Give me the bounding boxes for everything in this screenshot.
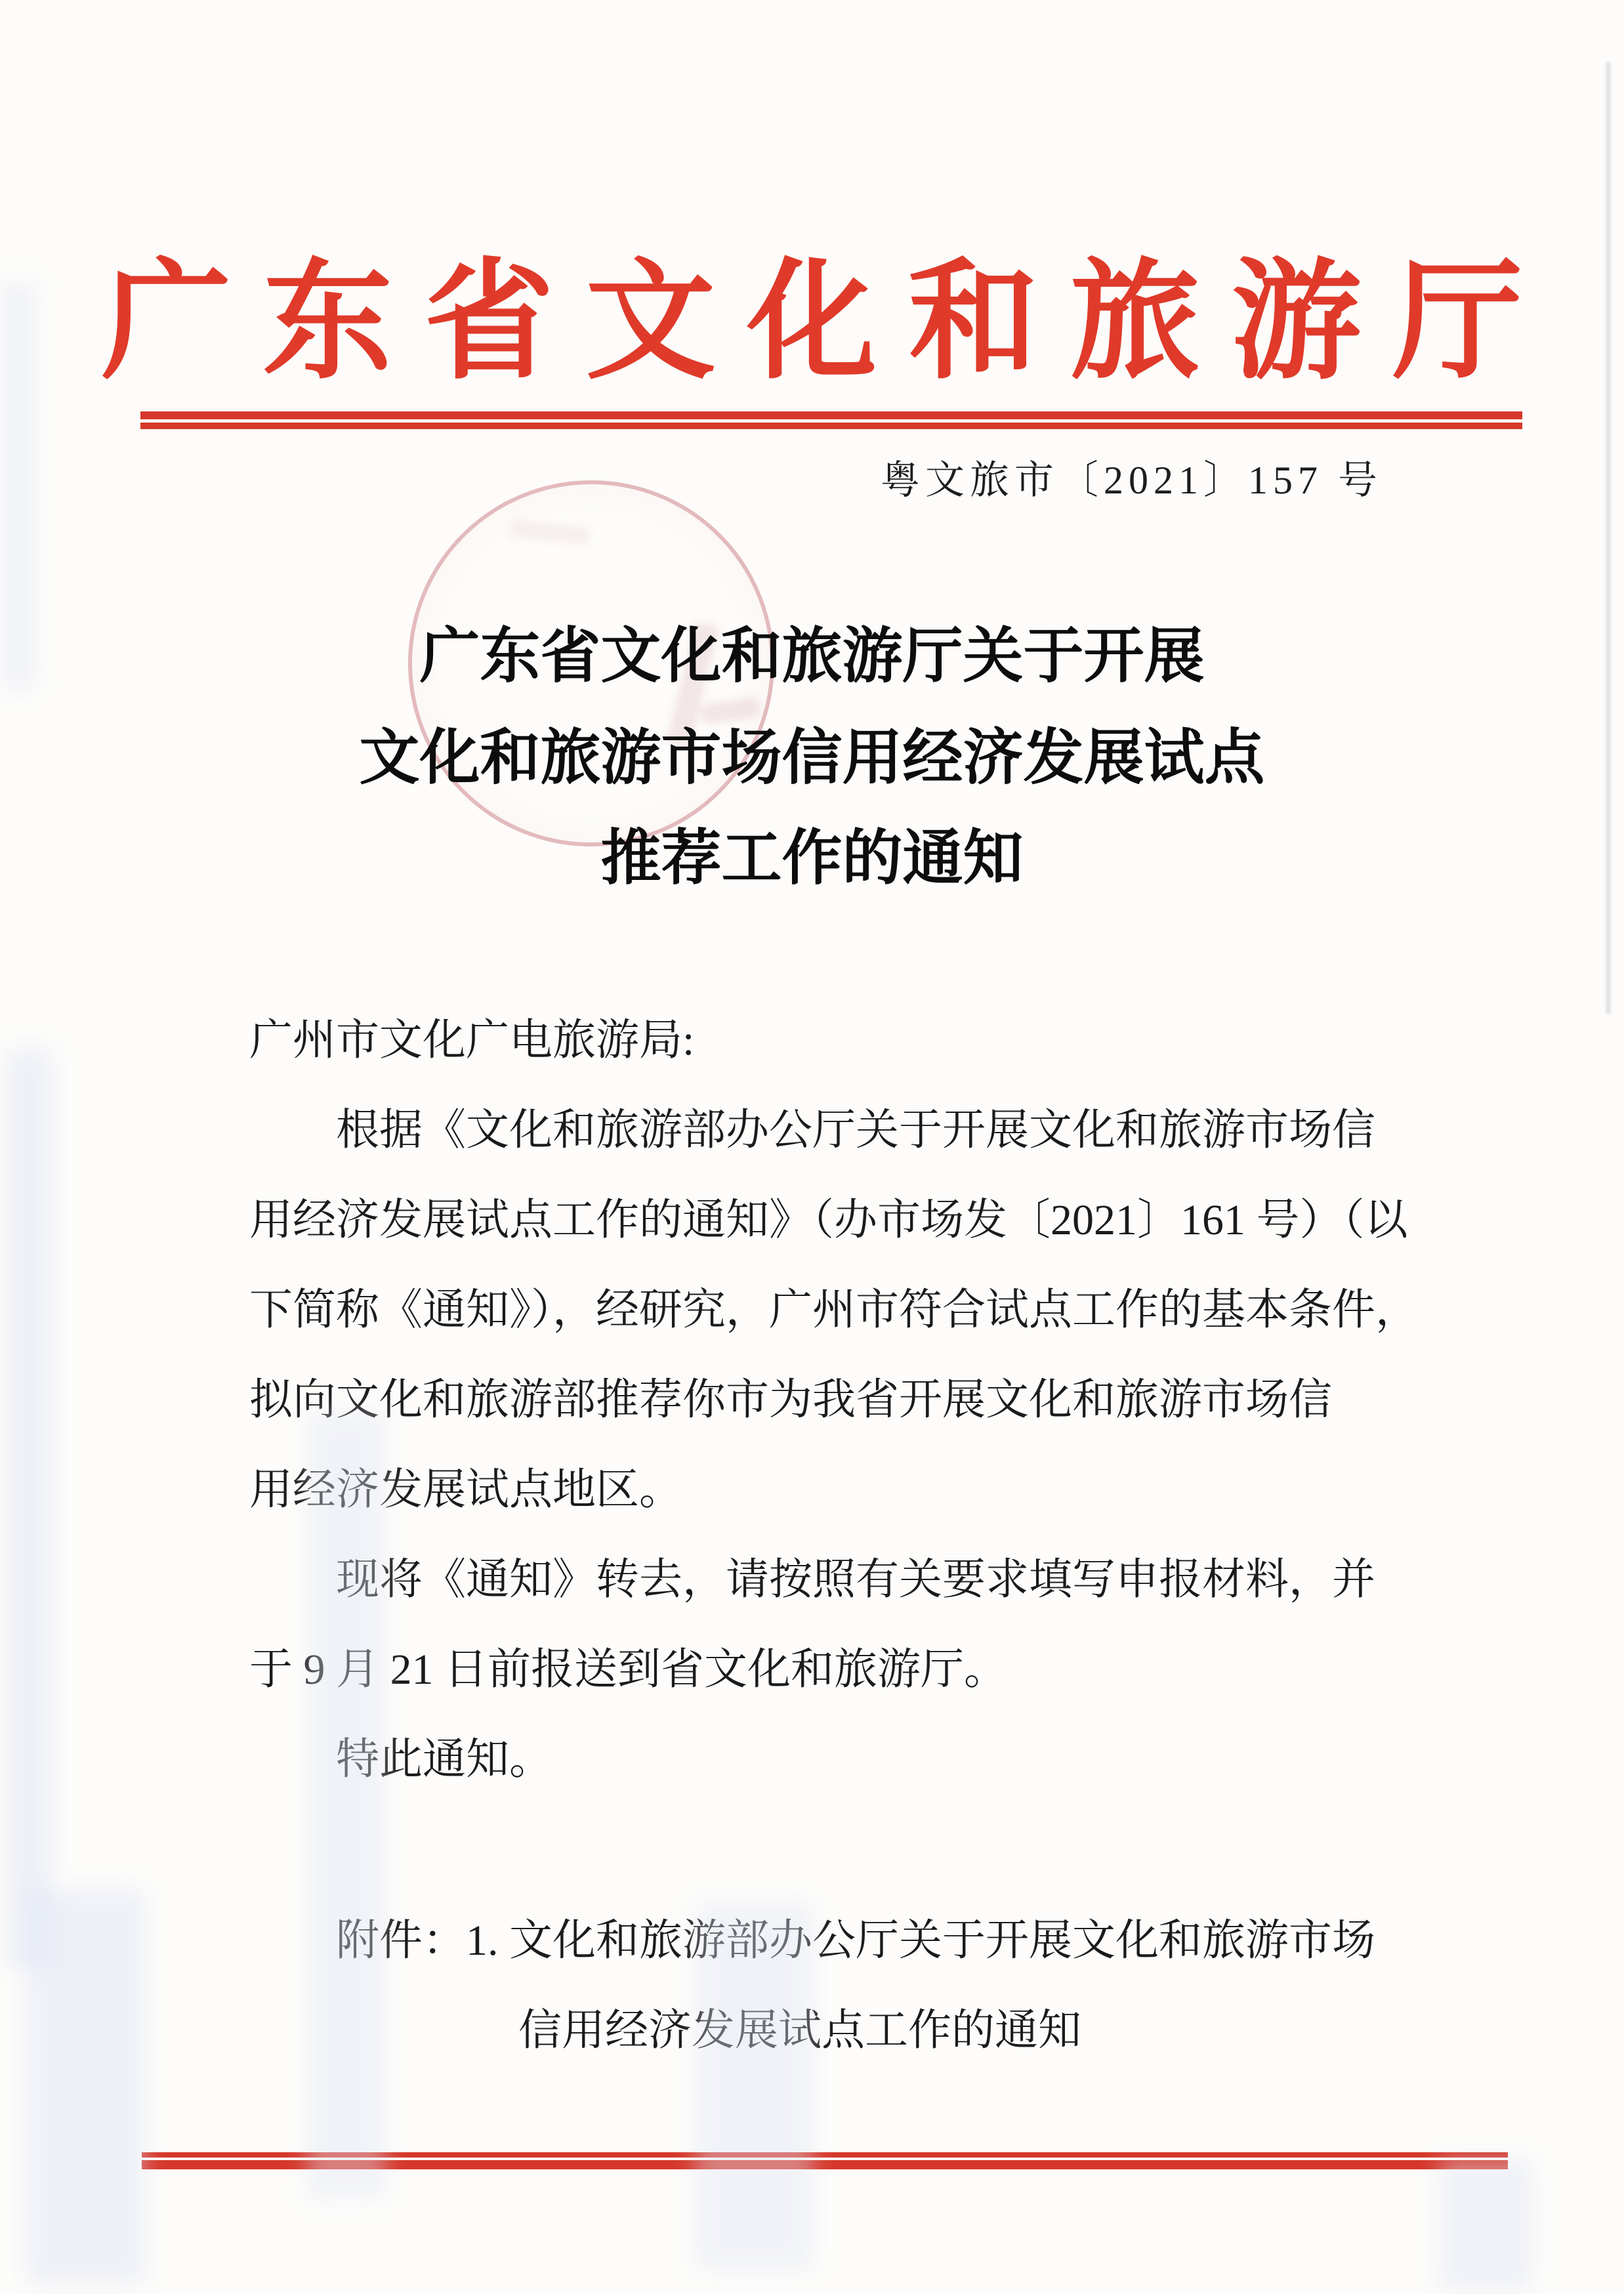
title-line-3: 推荐工作的通知 — [600, 825, 1024, 892]
title-line-2: 文化和旅游市场信用经济发展试点 — [359, 724, 1265, 791]
body-line: 根据《文化和旅游部办公厅关于开展文化和旅游市场信 — [336, 1106, 1375, 1154]
body-line: 现将《通知》转去，请按照有关要求填写申报材料，并 — [336, 1556, 1375, 1604]
seal-ink-mark — [510, 520, 590, 545]
document-number: 粤文旅市〔2021〕157 号 — [881, 459, 1383, 502]
seal-ink-mark — [699, 697, 760, 724]
scan-smudge — [26, 1890, 144, 2284]
letterhead-rule-thin — [140, 423, 1522, 429]
scan-smudge — [307, 1411, 386, 2198]
letterhead-title: 广东省文化和旅游厅 — [101, 251, 1554, 394]
attachment-line-2: 信用经济发展试点工作的通知 — [518, 2007, 1081, 2054]
addressee-line: 广州市文化广电旅游局: — [249, 1016, 695, 1064]
body-line: 用经济发展试点工作的通知》（办市场发〔2021〕161 号）（以 — [249, 1196, 1408, 1244]
body-line: 拟向文化和旅游部推荐你市为我省开展文化和旅游市场信 — [249, 1376, 1332, 1424]
scan-smudge — [1440, 2159, 1532, 2290]
body-line: 于 9 月 21 日前报送到省文化和旅游厅。 — [249, 1646, 1007, 1694]
footer-rule-thin — [142, 2152, 1508, 2158]
attachment-line-1: 附件：1. 文化和旅游部办公厅关于开展文化和旅游市场 — [336, 1917, 1375, 1965]
footer-rule-thick — [142, 2160, 1508, 2169]
title-line-1: 广东省文化和旅游厅关于开展 — [419, 623, 1205, 690]
body-line: 用经济发展试点地区。 — [249, 1466, 682, 1514]
letterhead-rule-thick — [140, 411, 1522, 419]
body-line: 下简称《通知》），经研究，广州市符合试点工作的基本条件， — [249, 1286, 1419, 1334]
scan-smudge — [7, 1050, 52, 1969]
closing-line: 特此通知。 — [336, 1736, 552, 1783]
